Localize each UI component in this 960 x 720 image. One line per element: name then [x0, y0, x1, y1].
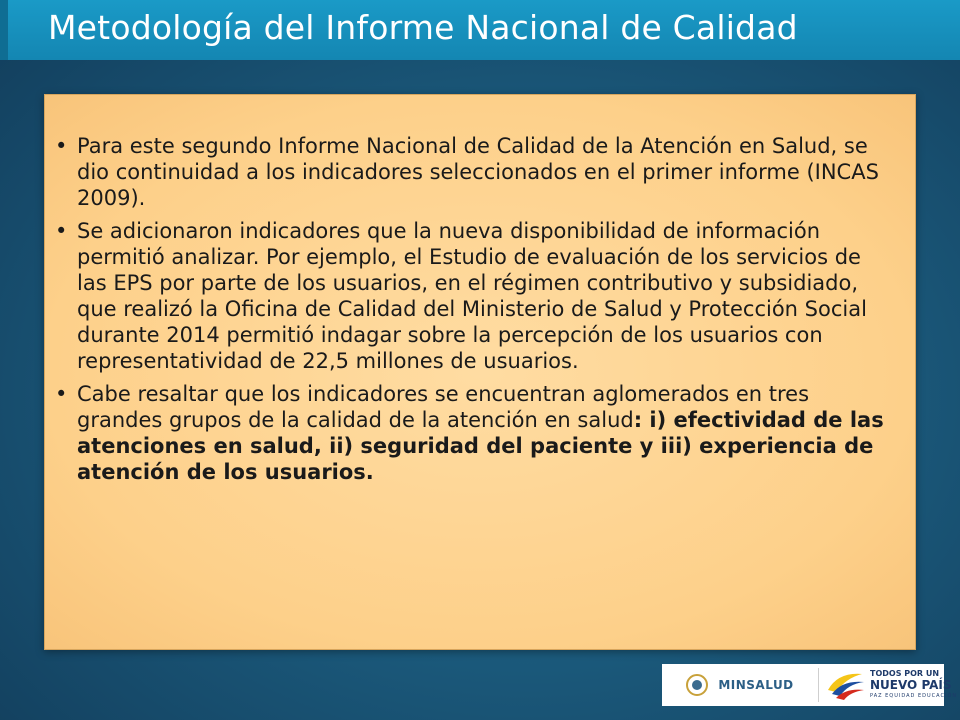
bullet-text: Cabe resaltar que los indicadores se encuentran aglomerados en tres grandes grupos de la calidad de la atención en salud [77, 382, 810, 432]
bullet-text: Se adicionaron indicadores que la nueva disponibilidad de información permitió analizar. Por ejemplo, el Estudio de evaluación de los servicios de las EPS por parte de los usuarios, en el régimen contributivo y subsidiado, que realizó la Oficina de Calidad del Ministerio de Salud y Protección Social durante 2014 permitió indagar sobre la percepción de los usuarios con representatividad de 22,5 millones de usuarios. [77, 219, 867, 373]
minsalud-label: MINSALUD [718, 678, 794, 692]
content-box [44, 94, 916, 650]
colombia-flag-swoosh-icon [826, 668, 866, 702]
todos-line1: TODOS POR UN [870, 669, 940, 678]
bullet-item [55, 381, 893, 485]
bullet-marker: • [55, 382, 68, 406]
logos-panel [662, 664, 958, 706]
todos-por-un-nuevo-pais-logo [822, 664, 958, 706]
bullet-marker: • [55, 219, 68, 243]
todos-line2: NUEVO PAÍS [870, 678, 952, 692]
title-accent [0, 0, 8, 60]
todos-line3: PAZ EQUIDAD EDUCACIÓN [870, 693, 958, 699]
bullet-text: Para este segundo Informe Nacional de Calidad de la Atención en Salud, se dio continuidad a los indicadores seleccionados en el primer informe (INCAS 2009). [77, 134, 879, 210]
bullet-list [45, 95, 915, 485]
minsalud-logo [662, 664, 818, 706]
bullet-bold-text: : i) efectividad de las atenciones en salud, ii) seguridad del paciente y iii) experiencia de atención de los usuarios. [77, 408, 884, 484]
slide-title: Metodología del Informe Nacional de Calidad [48, 8, 798, 47]
coat-of-arms-icon [686, 674, 708, 696]
title-bar [0, 0, 960, 60]
logo-divider [818, 668, 819, 702]
bullet-item [55, 218, 893, 374]
bullet-marker: • [55, 134, 68, 158]
bullet-item [55, 133, 893, 211]
